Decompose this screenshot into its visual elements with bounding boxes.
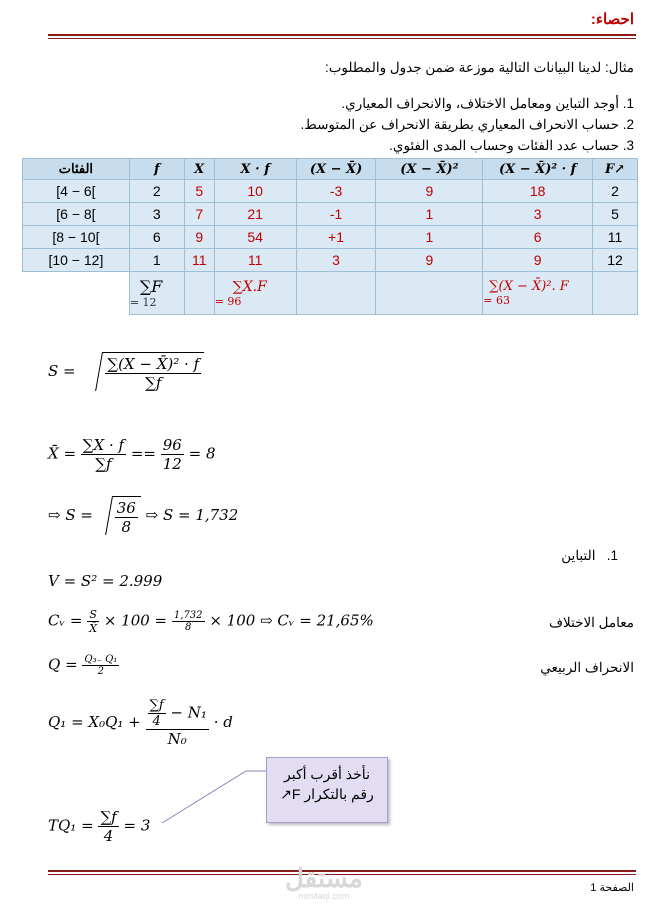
sum-dev-sq-f: ∑(X − X̄)². F = 63 xyxy=(483,272,593,315)
quartile-label: الانحراف الربيعي xyxy=(540,660,634,675)
header-cumulative: F↗ xyxy=(593,159,638,180)
cv-label: معامل الاختلاف xyxy=(549,615,634,630)
task-2 xyxy=(301,117,634,133)
page-number: الصفحة 1 xyxy=(590,882,634,894)
task-text: حساب الانحراف المعياري بطريقة الانحراف عن المتوسط. xyxy=(300,117,619,132)
cell-dev-sq-f: 3 xyxy=(483,203,593,226)
frequency-table xyxy=(22,158,638,315)
table-row xyxy=(23,203,638,226)
variance-formula: V = S² = 2.999 xyxy=(48,572,163,590)
cell-f: 2 xyxy=(129,180,184,203)
cell-dev-sq-f: 18 xyxy=(483,180,593,203)
sum-xf: ∑X.F = 96 xyxy=(214,272,296,315)
watermark-url: mostaql.com xyxy=(298,891,350,901)
cell-xf: 54 xyxy=(214,226,296,249)
header-deviation-sq-f: (X − X̄)² · f xyxy=(483,159,593,180)
header-deviation-sq: (X − X̄)² xyxy=(376,159,483,180)
table-row xyxy=(23,180,638,203)
sum-f: ∑F = 12 xyxy=(129,272,184,315)
cell-cum: 2 xyxy=(593,180,638,203)
watermark xyxy=(285,865,363,901)
cell-dev-sq-f: 9 xyxy=(483,249,593,272)
variance-label: 1. التباين xyxy=(561,548,618,563)
cell-f: 6 xyxy=(129,226,184,249)
header-x: X xyxy=(184,159,214,180)
cell-dev: -3 xyxy=(296,180,376,203)
std-dev-formula: S = $\frac{\text{∑(X − X̄)² · f}}{\sum f}$ xyxy=(48,352,204,392)
header-deviation: (X − X̄) xyxy=(296,159,376,180)
callout-line-2: رقم بالتكرار F↗ xyxy=(280,786,374,802)
header-xf: X · f xyxy=(214,159,296,180)
cell-dev-sq: 1 xyxy=(376,203,483,226)
cell-class: [6 − 8[ xyxy=(23,203,130,226)
task-3 xyxy=(389,138,634,154)
cell-xf: 10 xyxy=(214,180,296,203)
mean-formula: X̄ = $\frac{\sum X \cdot f}{\sum f}$ == $\frac{96}{12}$ = 8 xyxy=(48,436,216,473)
page-title: احصاء: xyxy=(590,11,634,28)
intro-text: مثال: لدينا البيانات التالية موزعة ضمن جدول والمطلوب: xyxy=(324,60,634,75)
cell-cum: 5 xyxy=(593,203,638,226)
cell-f: 1 xyxy=(129,249,184,272)
task-1 xyxy=(341,96,634,112)
callout-note xyxy=(266,757,388,823)
cell-class: [10 − 12] xyxy=(23,249,130,272)
cell-dev: -1 xyxy=(296,203,376,226)
cell-xf: 21 xyxy=(214,203,296,226)
cell-cum: 12 xyxy=(593,249,638,272)
cell-dev-sq-f: 6 xyxy=(483,226,593,249)
cell-class: [8 − 10[ xyxy=(23,226,130,249)
cv-formula: Cᵥ = $\frac{S}{X̄}$ × 100 = $\frac{1,732}{8}$ × 100 ⇨ Cᵥ = 21,65% xyxy=(48,608,374,635)
cell-class: [4 − 6[ xyxy=(23,180,130,203)
table-sum-row xyxy=(23,272,638,315)
cell-dev-sq: 9 xyxy=(376,249,483,272)
quartile-formula: Q = $\frac{\text{Q₃₋ Q₁}}{2}$ xyxy=(48,654,118,677)
callout-line-1: نأخذ أقرب أكبر xyxy=(284,766,370,782)
cell-x: 7 xyxy=(184,203,214,226)
q1-formula: Q₁ = X₀Q₁ + $\frac{\sum f}{4}$ − N₁ N₀ · d xyxy=(48,698,233,748)
table-row xyxy=(23,249,638,272)
cell-x: 11 xyxy=(184,249,214,272)
task-number: 2. xyxy=(622,117,634,132)
task-text: أوجد التباين ومعامل الاختلاف، والانحراف المعياري. xyxy=(341,96,619,111)
task-number: 3. xyxy=(622,138,634,153)
cell-x: 9 xyxy=(184,226,214,249)
cell-dev-sq: 9 xyxy=(376,180,483,203)
task-number: 1. xyxy=(622,96,634,111)
cell-x: 5 xyxy=(184,180,214,203)
cell-xf: 11 xyxy=(214,249,296,272)
table-header-row xyxy=(23,159,638,180)
header-f: f xyxy=(129,159,184,180)
cell-f: 3 xyxy=(129,203,184,226)
cell-cum: 11 xyxy=(593,226,638,249)
watermark-logo: مستقل xyxy=(285,863,363,893)
tq1-formula: TQ₁ = $\frac{\sum f}{4}$ = 3 xyxy=(48,808,151,845)
header-rule xyxy=(48,34,636,36)
callout-pointer xyxy=(150,765,270,835)
cell-dev-sq: 1 xyxy=(376,226,483,249)
std-dev-result: ⇨ S = $\frac{36}{8}$ ⇨ S = 1,732 xyxy=(48,496,238,536)
cell-dev: 3 xyxy=(296,249,376,272)
table-row xyxy=(23,226,638,249)
task-text: حساب عدد الفئات وحساب المدى الفئوي. xyxy=(389,138,619,153)
header-classes: الفئات xyxy=(23,159,130,180)
header-rule-thin xyxy=(48,38,636,39)
cell-dev: +1 xyxy=(296,226,376,249)
